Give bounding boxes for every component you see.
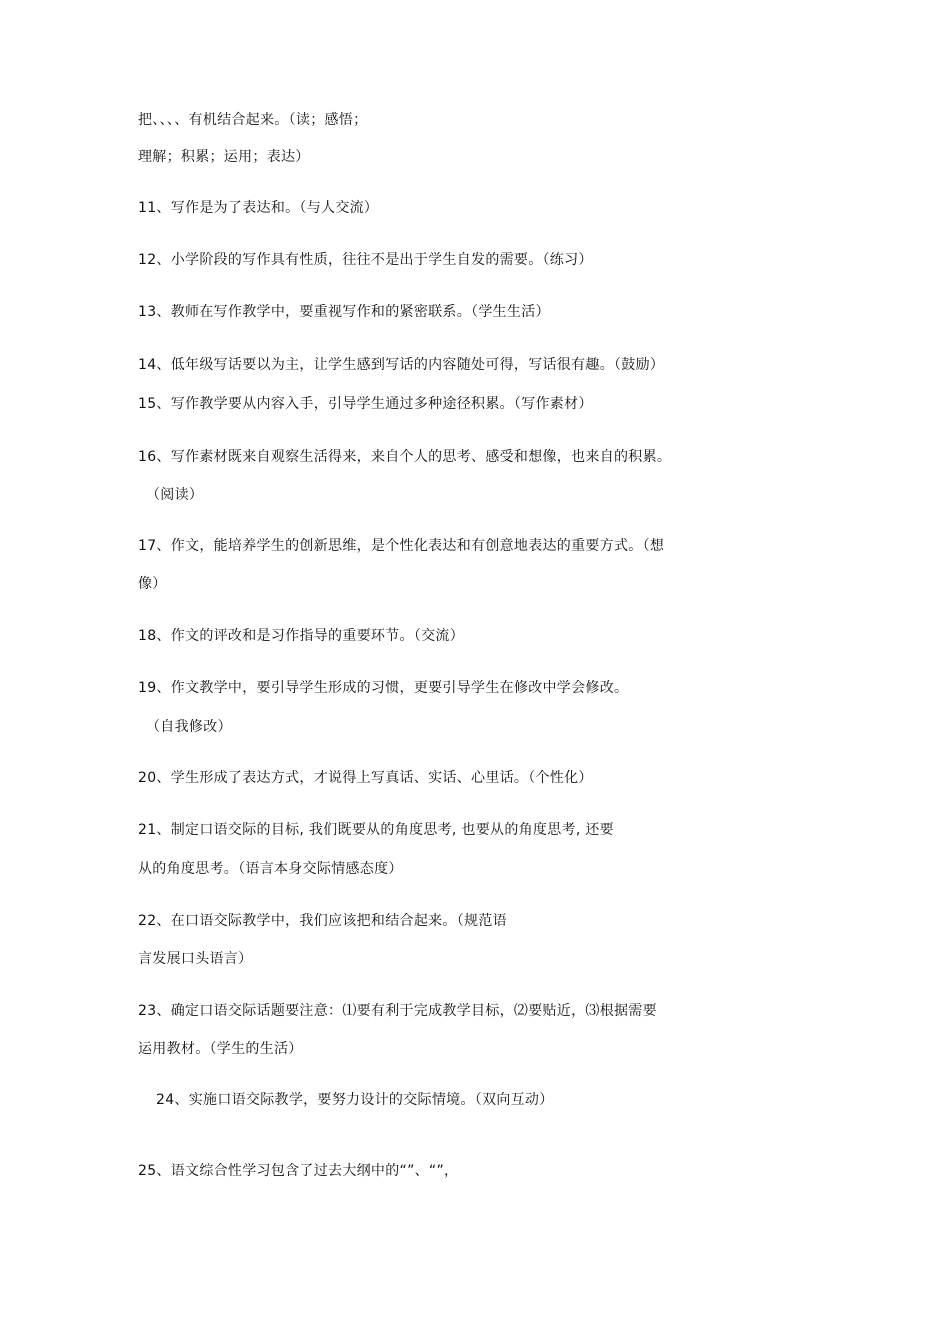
text-line: （自我修改） — [146, 719, 232, 735]
text-line: 20、学生形成了表达方式，才说得上写真话、实话、心里话。（个性化） — [138, 770, 593, 786]
text-line: 19、作文教学中，要引导学生形成的习惯，更要引导学生在修改中学会修改。 — [138, 680, 629, 696]
text-line: 理解；积累；运用；表达） — [138, 149, 310, 165]
text-line: 像） — [138, 576, 167, 592]
text-line: 把、、、、有机结合起来。（读；感悟； — [138, 112, 368, 128]
text-line: 21、制定口语交际的目标, 我们既要从的角度思考, 也要从的角度思考, 还要 — [138, 822, 614, 838]
text-line: 12、小学阶段的写作具有性质，往往不是出于学生自发的需要。（练习） — [138, 252, 593, 268]
text-line: 11、写作是为了表达和。（与人交流） — [138, 200, 379, 216]
text-line: 24、实施口语交际教学，要努力设计的交际情境。（双向互动） — [156, 1092, 554, 1108]
text-line: （阅读） — [146, 487, 204, 503]
text-line: 13、教师在写作教学中，要重视写作和的紧密联系。（学生生活） — [138, 304, 550, 320]
text-line: 22、在口语交际教学中，我们应该把和结合起来。（规范语 — [138, 913, 507, 929]
text-line: 16、写作素材既来自观察生活得来，来自个人的思考、感受和想像，也来自的积累。 — [138, 449, 672, 465]
text-line: 14、低年级写话要以为主，让学生感到写话的内容随处可得，写话很有趣。（鼓励） — [138, 357, 665, 373]
text-line: 15、写作教学要从内容入手，引导学生通过多种途径积累。（写作素材） — [138, 396, 593, 412]
text-line: 17、作文，能培养学生的创新思维，是个性化表达和有创意地表达的重要方式。（想 — [138, 538, 665, 554]
text-line: 25、语文综合性学习包含了过去大纲中的“”、“”， — [138, 1163, 459, 1179]
text-line: 23、确定口语交际话题要注意：⑴要有利于完成教学目标，⑵要贴近，⑶根据需要 — [138, 1003, 657, 1019]
text-line: 从的角度思考。（语言本身交际情感态度） — [138, 861, 403, 877]
text-line: 言发展口头语言） — [138, 951, 253, 967]
text-line: 18、作文的评改和是习作指导的重要环节。（交流） — [138, 628, 465, 644]
text-line: 运用教材。（学生的生活） — [138, 1041, 303, 1057]
